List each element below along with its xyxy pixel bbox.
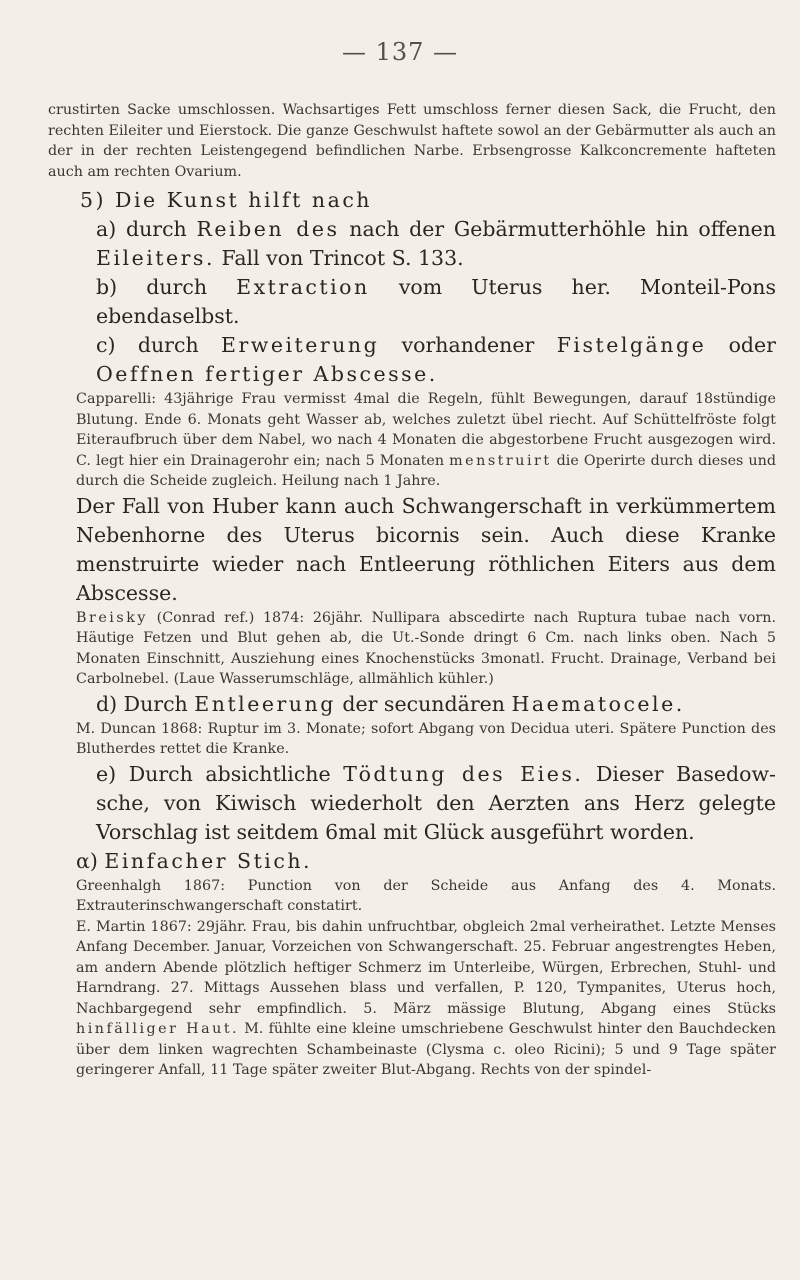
item-d	[48, 690, 776, 719]
heading-5-text: 5) Die Kunst hilft nach	[80, 188, 373, 212]
item-alpha-term: Einfacher Stich.	[104, 848, 313, 873]
case-martin-text-2: M. fühlte eine kleine umschriebene Geschwulst hinter den Bauchdecken über dem linken wagrechten Schambeinaste (Clysma c. oleo Ricini); 5 und 9 Tage später geringerer Anfall, 11 Tage später zweiter Blut-Abgang. Rechts von der spindel-	[76, 1021, 776, 1078]
item-d-term-1: Entleerung	[194, 691, 336, 716]
item-a-term-2: Eileiters.	[96, 246, 215, 270]
item-b-prefix: b) durch	[96, 275, 237, 299]
case-capparelli-text-1: Capparelli: 43jährige Frau vermisst 4mal die Regeln, fühlt Bewegungen, darauf 18stündige Blutung. Ende 6. Monats geht Wasser ab, welches zuletzt übel riecht. Auf Schüttelfröste folgt Eiteraufbruch über dem Nabel, wo nach 4 Monaten die abgestorbene Frucht ausgezogen wird. C. legt hier ein Drainagerohr ein; nach 5 Monaten	[76, 391, 776, 469]
case-breisky-author: Breisky	[76, 609, 148, 626]
case-capparelli-text-2: die Operirte durch dieses und durch die Scheide zugleich. Heilung nach 1 Jahre.	[76, 452, 776, 489]
case-capparelli	[48, 389, 776, 492]
item-a-mid: nach der Gebärmutterhöhle hin offenen	[339, 217, 777, 241]
item-b-suffix: vom Uterus her. Monteil-Pons ebendaselbst.	[96, 275, 777, 328]
item-c-term-1: Erweiterung	[221, 333, 380, 357]
item-c-prefix: c) durch	[96, 333, 222, 357]
item-alpha-prefix: α)	[76, 848, 105, 873]
item-alpha	[48, 847, 776, 876]
item-c-mid-2: oder	[706, 333, 776, 357]
item-e-suffix: Dieser Basedow-sche, von Kiwisch wiederholt den Aerzten ans Herz gelegte Vorschlag ist seitdem 6mal mit Glück ausgeführt worden.	[96, 761, 776, 844]
case-martin	[48, 917, 776, 1081]
item-b	[48, 273, 776, 331]
item-c-term-2: Fistelgänge	[556, 333, 707, 357]
item-d-prefix: d) Durch	[96, 691, 195, 716]
item-a-suffix: Fall von Trincot S. 133.	[214, 246, 464, 270]
item-b-term: Extraction	[236, 275, 370, 299]
page-number: — 137 —	[341, 38, 459, 66]
item-e-prefix: e) Durch absichtliche	[96, 761, 344, 786]
item-e-term: Tödtung des Eies.	[343, 761, 584, 786]
case-duncan: M. Duncan 1868: Ruptur im 3. Monate; sofort Abgang von Decidua uteri. Spätere Punction des Blutherdes rettet die Kranke.	[76, 720, 776, 757]
case-capparelli-term: menstruirt	[449, 452, 552, 469]
item-e	[48, 760, 776, 847]
case-greenhalgh: Greenhalgh 1867: Punction von der Scheide aus Anfang des 4. Monats. Extrauterinschwangerschaft constatirt.	[76, 877, 776, 914]
item-d-mid: der secundären	[335, 691, 512, 716]
page-body	[48, 100, 776, 1081]
case-martin-text-1: E. Martin 1867: 29jähr. Frau, bis dahin unfruchtbar, obgleich 2mal verheirathet. Letzte Menses Anfang December. Januar, Vorzeichen von Schwangerschaft. 25. Februar angestrengtes Heben, am andern Abende plötzlich heftiger Schmerz im Unterleibe, Würgen, Erbrechen, Stuhl- und Harndrang. 27. Mittags Aussehen blass und verfallen, P. 120, Tympanites, Uterus hoch, Nachbargegend sehr empfindlich. 5. März mässige Blutung, Abgang eines Stücks	[76, 918, 776, 1017]
case-martin-term: hinfälliger Haut.	[76, 1021, 240, 1037]
paragraph-intro: crustirten Sacke umschlossen. Wachsartiges Fett umschloss ferner diesen Sack, die Frucht, den rechten Eileiter und Eierstock. Die ganze Geschwulst haftete sowol an der Gebärmutter als auch an der in der rechten Leistengegend befindlichen Narbe. Erbsengrosse Kalkconcremente hafteten auch am rechten Ovarium.	[48, 102, 776, 180]
heading-section-5	[48, 186, 776, 215]
item-c	[48, 331, 776, 389]
item-a	[48, 215, 776, 273]
item-a-term-1: Reiben des	[196, 217, 340, 241]
item-c-mid: vorhandener	[379, 333, 557, 357]
paragraph-huber: Der Fall von Huber kann auch Schwangerschaft in verkümmertem Nebenhorne des Uterus bicornis sein. Auch diese Kranke menstruirte wieder nach Entleerung röthlichen Eiters aus dem Abscesse.	[76, 493, 776, 605]
item-c-term-3: Oeffnen fertiger Abscesse.	[96, 362, 438, 386]
item-d-term-2: Haematocele.	[511, 691, 685, 716]
case-breisky	[48, 608, 776, 690]
item-a-prefix: a) durch	[96, 217, 197, 241]
case-breisky-text: (Conrad ref.) 1874: 26jähr. Nullipara abscedirte nach Ruptura tubae nach vorn. Häutige Fetzen und Blut gehen ab, die Ut.-Sonde dringt 6 Cm. nach links oben. Nach 5 Monaten Einschnitt, Ausziehung eines Knochenstücks 3monatl. Frucht. Drainage, Verband bei Carbolnebel. (Laue Wasserumschläge, allmählich kühler.)	[76, 609, 776, 687]
